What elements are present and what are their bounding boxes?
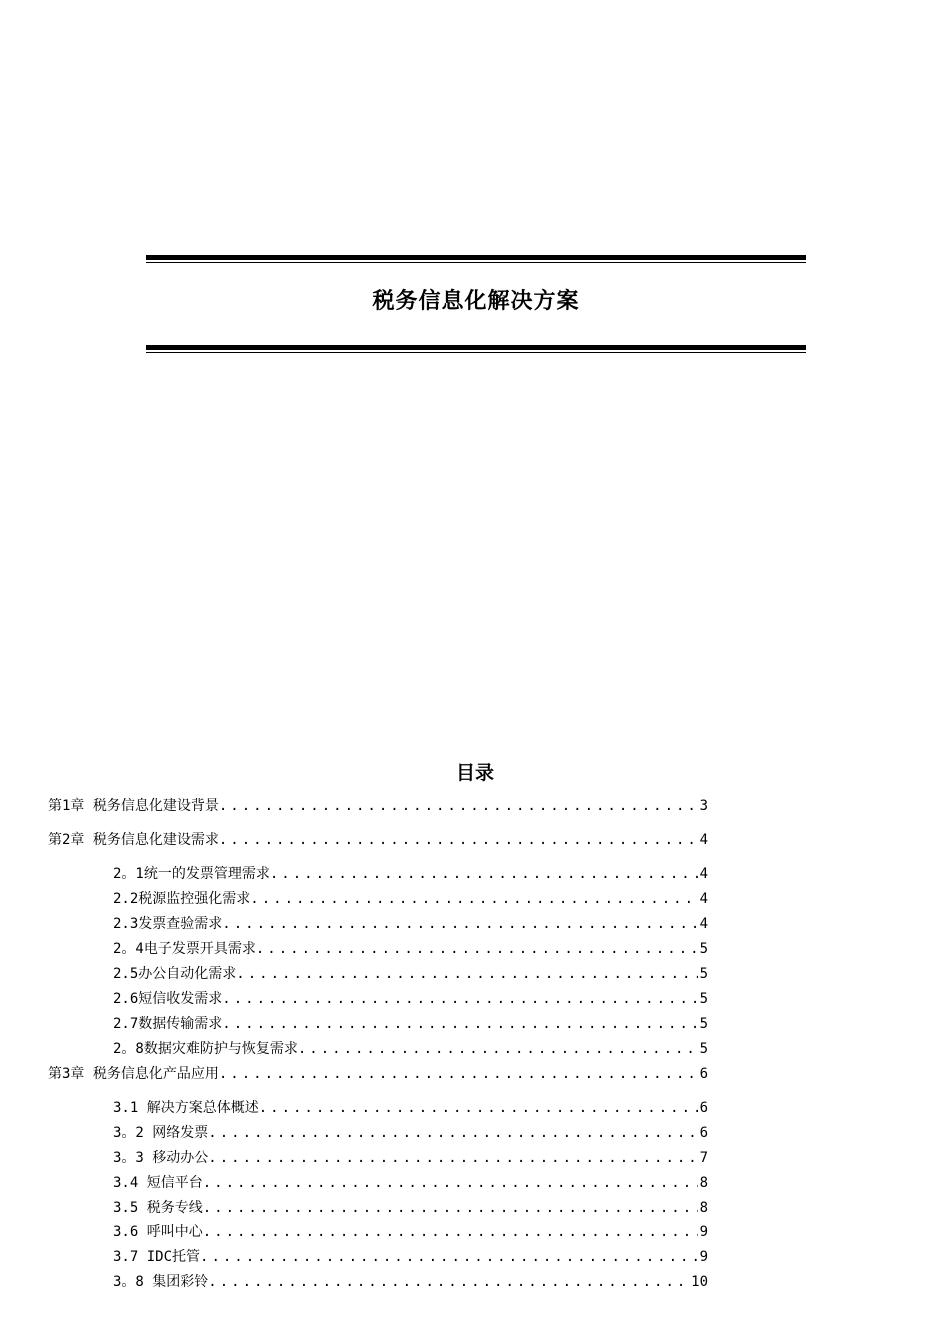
- toc-leader-dots: [256, 939, 698, 959]
- toc-entry-page: 10: [691, 1274, 708, 1290]
- title-top-rule: [146, 255, 806, 263]
- toc-leader-dots: [270, 864, 698, 884]
- toc-entry-label: 2。4电子发票开具需求: [113, 941, 256, 957]
- toc-entry-3-5[interactable]: [113, 1198, 708, 1218]
- toc-entry-label: 3.5 税务专线: [113, 1200, 203, 1216]
- toc-entry-label: 2。8数据灾难防护与恢复需求: [113, 1041, 298, 1057]
- toc-entry-chapter-3[interactable]: [48, 1064, 708, 1084]
- toc-leader-dots: [222, 989, 697, 1009]
- toc-leader-dots: [259, 1098, 698, 1118]
- toc-entry-page: 9: [699, 1224, 708, 1240]
- toc-entry-page: 7: [699, 1150, 708, 1166]
- toc-leader-dots: [219, 1064, 698, 1084]
- toc-leader-dots: [222, 1014, 697, 1034]
- toc-entry-page: 4: [699, 866, 708, 882]
- toc-entry-chapter-1[interactable]: [48, 796, 708, 816]
- toc-leader-dots: [236, 964, 697, 984]
- toc-entry-page: 5: [699, 941, 708, 957]
- toc-heading: 目录: [455, 762, 494, 784]
- toc-leader-dots: [208, 1123, 697, 1143]
- toc-entry-2-3[interactable]: [113, 914, 708, 934]
- toc-entry-3-2[interactable]: [113, 1123, 708, 1143]
- toc-entry-page: 5: [699, 1041, 708, 1057]
- toc-entry-label: 第3章 税务信息化产品应用: [48, 1066, 219, 1082]
- toc-leader-dots: [203, 1173, 698, 1193]
- toc-entry-page: 3: [699, 798, 708, 814]
- toc-entry-label: 3。8 集团彩铃: [113, 1274, 209, 1290]
- toc-entry-page: 8: [699, 1175, 708, 1191]
- toc-entry-label: 第2章 税务信息化建设需求: [48, 832, 219, 848]
- toc-entry-label: 3.6 呼叫中心: [113, 1224, 203, 1240]
- toc-entry-3-4[interactable]: [113, 1173, 708, 1193]
- toc-entry-label: 2.2税源监控强化需求: [113, 891, 251, 907]
- toc-entry-3-8[interactable]: [113, 1272, 708, 1292]
- toc-leader-dots: [203, 1222, 698, 1242]
- toc-entry-page: 6: [699, 1125, 708, 1141]
- toc-entry-label: 2.7数据传输需求: [113, 1016, 223, 1032]
- toc-entry-3-3[interactable]: [113, 1148, 708, 1168]
- toc-entry-page: 8: [699, 1200, 708, 1216]
- toc-entry-page: 6: [699, 1066, 708, 1082]
- toc-entry-2-7[interactable]: [113, 1014, 708, 1034]
- toc-entry-label: 第1章 税务信息化建设背景: [48, 798, 219, 814]
- toc-entry-page: 9: [699, 1249, 708, 1265]
- toc-leader-dots: [203, 1198, 698, 1218]
- toc-entry-chapter-2[interactable]: [48, 830, 708, 850]
- toc-entry-3-7[interactable]: [113, 1247, 708, 1267]
- toc-entry-page: 5: [699, 991, 708, 1007]
- toc-entry-label: 3.7 IDC托管: [113, 1249, 201, 1265]
- toc-entry-3-1[interactable]: [113, 1098, 708, 1118]
- toc-leader-dots: [208, 1272, 689, 1292]
- toc-leader-dots: [222, 914, 697, 934]
- title-bottom-rule: [146, 345, 806, 353]
- toc-entry-page: 5: [699, 1016, 708, 1032]
- toc-entry-3-6[interactable]: [113, 1222, 708, 1242]
- toc-entry-2-8[interactable]: [113, 1039, 708, 1059]
- toc-entry-2-5[interactable]: [113, 964, 708, 984]
- toc-entry-page: 6: [699, 1100, 708, 1116]
- toc-entry-label: 3.4 短信平台: [113, 1175, 203, 1191]
- toc-entry-2-4[interactable]: [113, 939, 708, 959]
- toc-entry-page: 5: [699, 966, 708, 982]
- toc-leader-dots: [208, 1148, 697, 1168]
- toc-entry-label: 2.6短信收发需求: [113, 991, 223, 1007]
- toc-entry-page: 4: [699, 891, 708, 907]
- toc-entry-label: 2.5办公自动化需求: [113, 966, 237, 982]
- toc-entry-2-2[interactable]: [113, 889, 708, 909]
- toc-leader-dots: [298, 1039, 698, 1059]
- document-title: 税务信息化解决方案: [372, 288, 580, 314]
- toc-entry-label: 3.1 解决方案总体概述: [113, 1100, 259, 1116]
- toc-leader-dots: [200, 1247, 698, 1267]
- toc-entry-page: 4: [699, 832, 708, 848]
- toc-entry-2-6[interactable]: [113, 989, 708, 1009]
- toc-leader-dots: [250, 889, 697, 909]
- toc-entry-label: 3。3 移动办公: [113, 1150, 209, 1166]
- toc-entry-label: 2.3发票查验需求: [113, 916, 223, 932]
- toc-leader-dots: [219, 830, 698, 850]
- toc-entry-page: 4: [699, 916, 708, 932]
- toc-entry-label: 3。2 网络发票: [113, 1125, 209, 1141]
- toc-entry-2-1[interactable]: [113, 864, 708, 884]
- toc-entry-label: 2。1统一的发票管理需求: [113, 866, 270, 882]
- toc-leader-dots: [219, 796, 698, 816]
